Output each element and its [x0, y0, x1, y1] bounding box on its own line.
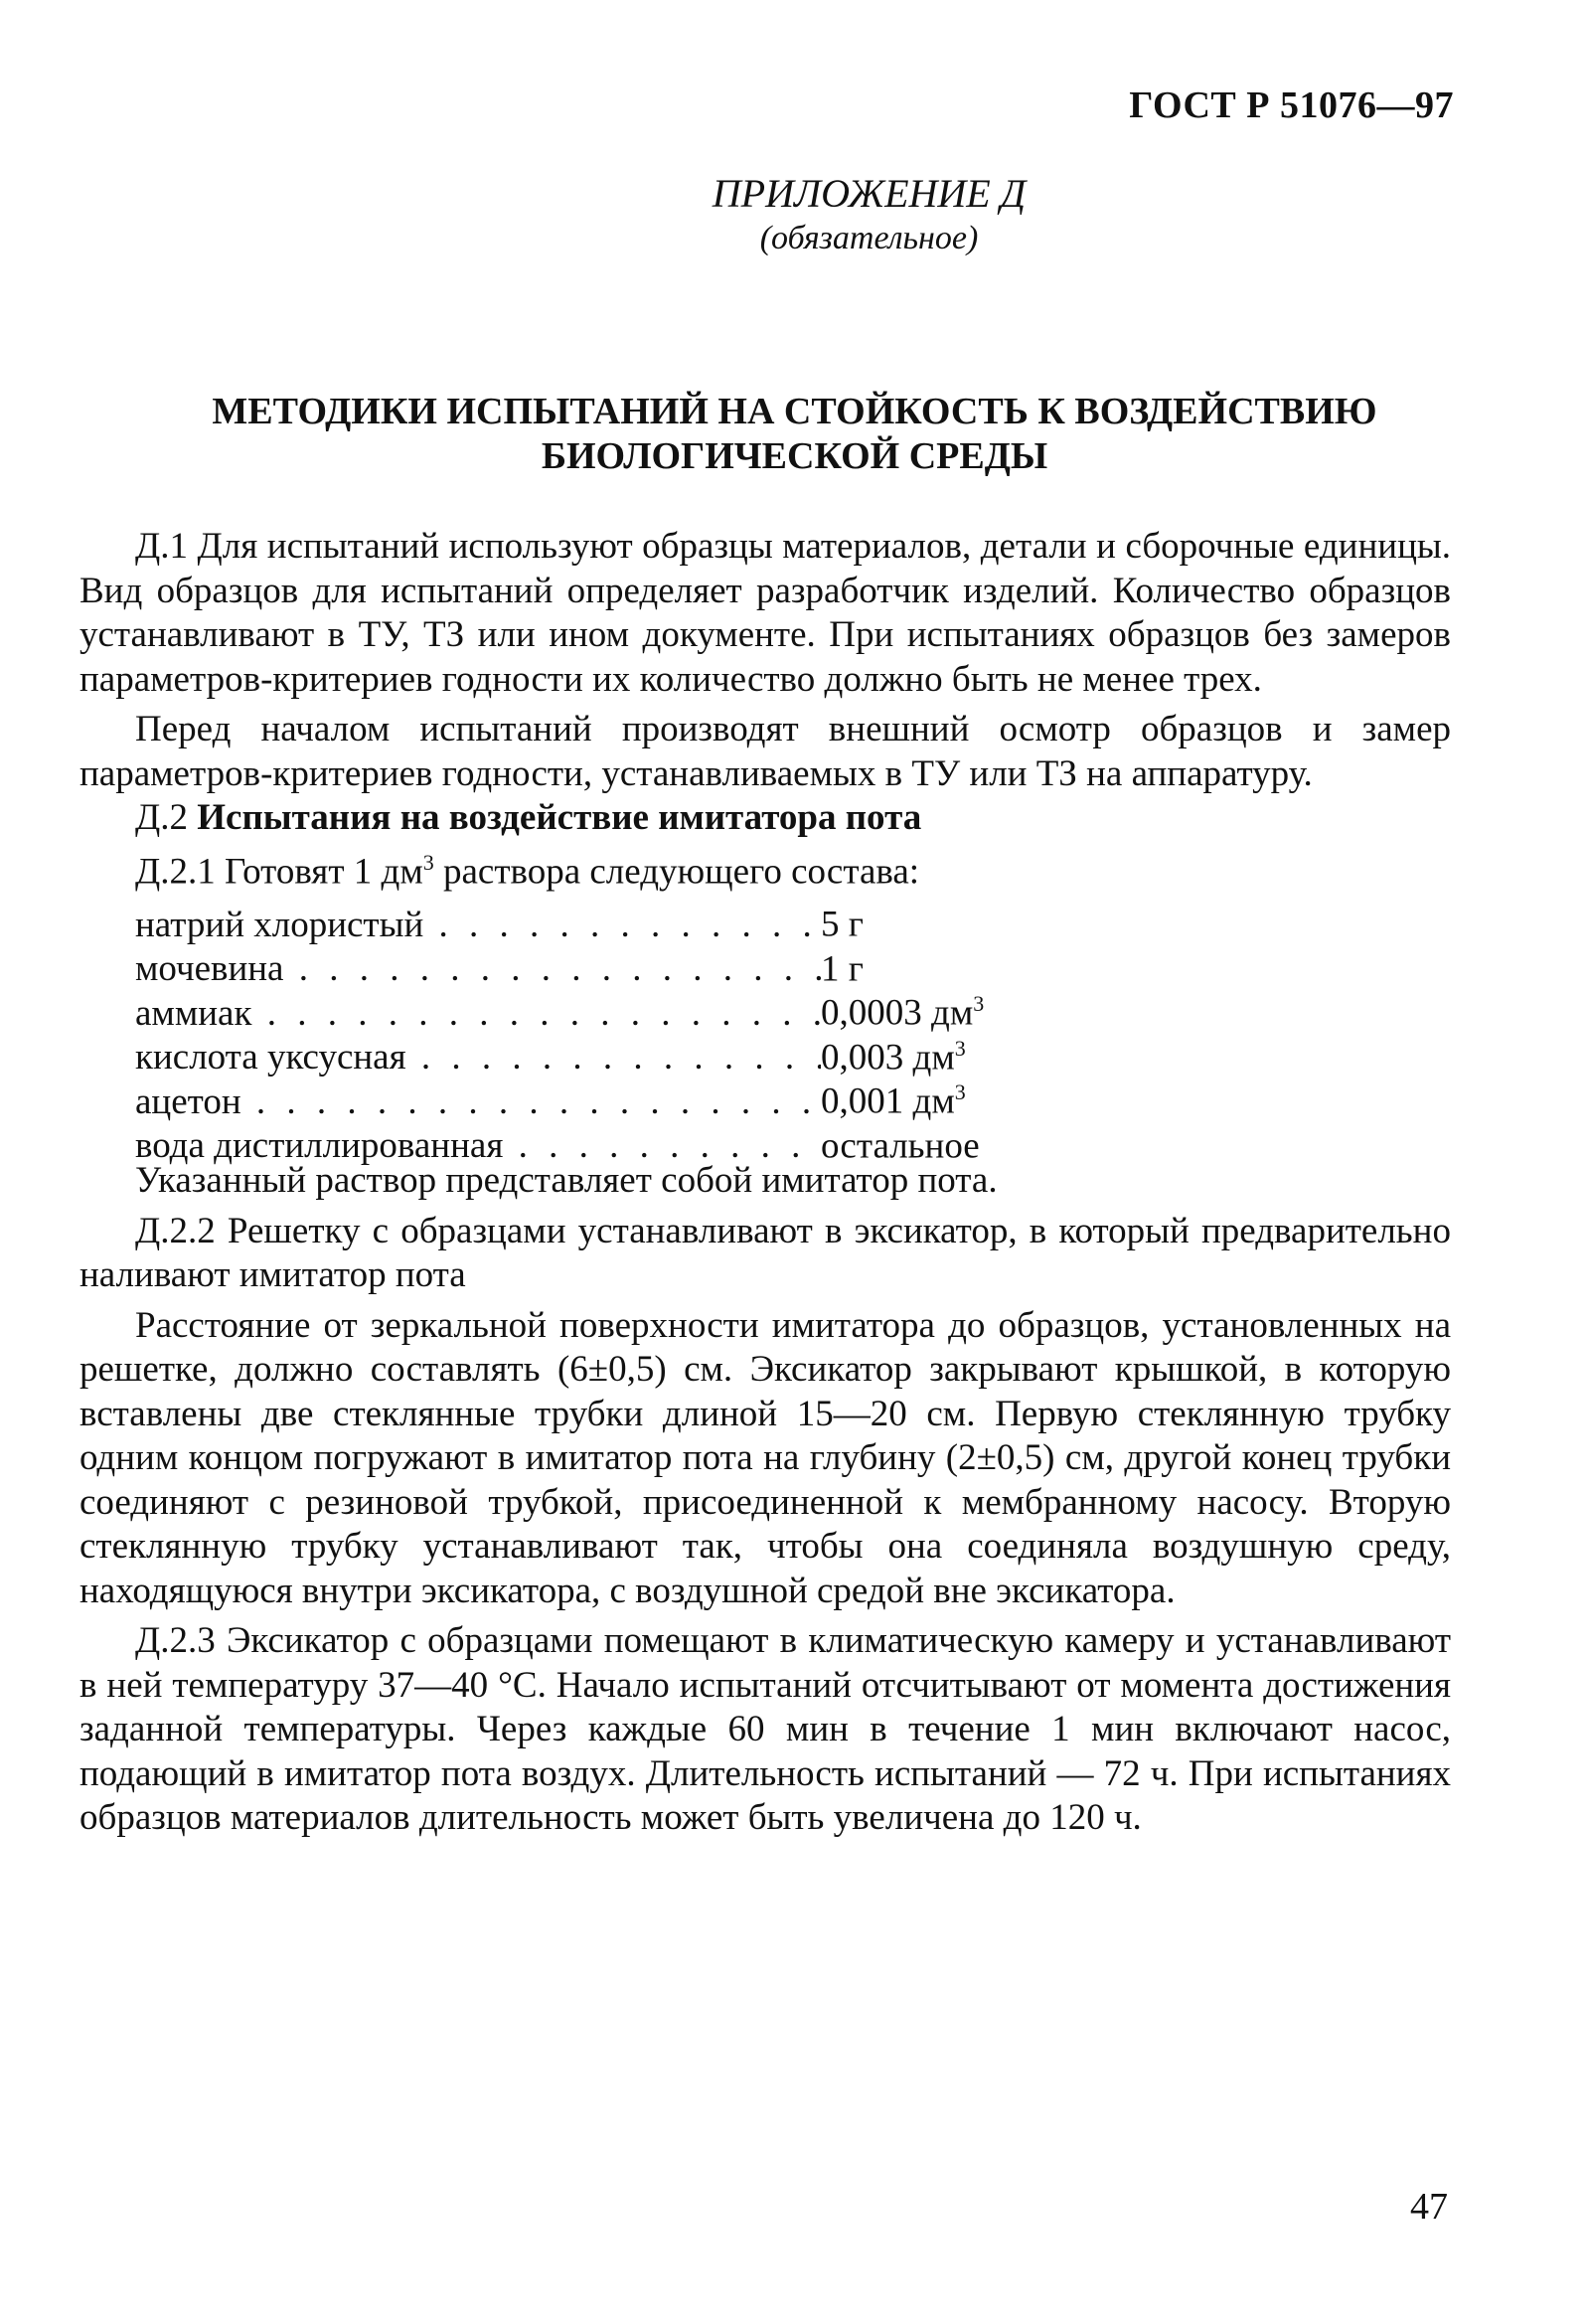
section-heading — [129, 390, 1460, 479]
section-d2-name: Испытания на воздействие имитатора пота — [197, 797, 922, 838]
recipe-amount-unit-sup: 3 — [954, 1035, 966, 1061]
recipe-ingredient: аммиак . . . — [135, 992, 821, 1037]
appendix-status: (обязательное) — [759, 220, 979, 256]
paragraph-d23: Д.2.3 Эксикатор с образцами помещают в климатическую камеру и устанавливают в ней температуру 37—40 °С. Начало испытаний отсчитывают от момента достижения заданной температуры. Через каждые 60 мин в течение 1 мин включают насос, подающий в имитатор пота воздух. Длительность испытаний — 72 ч. При испытаниях образцов материалов длительность может быть увеличена до 120 ч. — [79, 1620, 1451, 1839]
section-d2-number: Д.2 — [135, 797, 188, 838]
page-number: 47 — [1410, 2186, 1448, 2228]
recipe-item — [135, 894, 1030, 945]
paragraph-d22: Д.2.2 Решетку с образцами устанавливают в эксикатор, в который предварительно наливают имитатор пота — [79, 1210, 1451, 1296]
recipe-amount-value: 1 г — [821, 948, 864, 990]
paragraph-d21 — [79, 841, 1451, 895]
paragraph-solution-note: Указанный раствор представляет собой имитатор пота. — [135, 1160, 998, 1202]
solution-recipe-list — [135, 894, 1030, 1167]
document-code: ГОСТ Р 51076—97 — [1129, 84, 1454, 126]
paragraph-d21-text-end: раствора следующего состава: — [433, 850, 920, 892]
section-d2-title — [79, 796, 1451, 841]
recipe-ingredient: натрий хлористый . . . — [135, 904, 821, 948]
recipe-amount-value: 0,003 дм — [821, 1037, 955, 1079]
recipe-ingredient: вода дистиллированная . . . — [135, 1124, 821, 1169]
recipe-amount-value: 5 г — [821, 904, 864, 945]
recipe-amount-value: остальное — [821, 1125, 980, 1167]
recipe-amount-unit-sup: 3 — [954, 1079, 966, 1105]
paragraph-d21-superscript: 3 — [422, 849, 434, 875]
paragraph-d21-text: Д.2.1 Готовят 1 дм — [135, 850, 423, 892]
recipe-amount-value: 0,0003 дм — [821, 992, 974, 1034]
section-heading-line-1: МЕТОДИКИ ИСПЫТАНИЙ НА СТОЙКОСТЬ К ВОЗДЕЙСТВИЮ — [212, 391, 1377, 432]
paragraph-d1-inspection: Перед началом испытаний производят внешний осмотр образцов и замер параметров-критериев годности, устанавливаемых в ТУ или ТЗ на аппаратуру. — [79, 709, 1451, 794]
appendix-block — [0, 171, 1589, 260]
recipe-amount-unit-sup: 3 — [973, 991, 985, 1017]
document-body — [79, 525, 1451, 1841]
recipe-ingredient: мочевина . . . — [135, 947, 821, 992]
paragraph-d22-setup: Расстояние от зеркальной поверхности имитатора до образцов, установленных на решетке, должно составлять (6±0,5) см. Эксикатор закрывают крышкой, в которую вставлены две стеклянные трубки длиной 15—20 см. Первую стеклянную трубку одним концом погружают в имитатор пота на глубину (2±0,5) см, другой конец трубки соединяют с резиновой трубкой, присоединенной к мембранному насосу. Вторую стеклянную трубку устанавливают так, чтобы она соединяла воздушную среду, находящуюся внутри эксикатора, с воздушной средой вне эксикатора. — [79, 1304, 1451, 1611]
recipe-ingredient: ацетон . . . — [135, 1080, 821, 1125]
paragraph-d1: Д.1 Для испытаний используют образцы материалов, детали и сборочные единицы. Вид образцов для испытаний определяет разработчик изделий. Количество образцов устанавливают в ТУ, ТЗ или ином документе. При испытаниях образцов без замеров параметров-критериев годности их количество должно быть не менее трех. — [79, 526, 1451, 700]
section-heading-line-2: БИОЛОГИЧЕСКОЙ СРЕДЫ — [541, 435, 1048, 477]
recipe-amount-value: 0,001 дм — [821, 1080, 955, 1122]
recipe-ingredient: кислота уксусная . . . — [135, 1036, 821, 1080]
appendix-title: ПРИЛОЖЕНИЕ Д — [712, 171, 1027, 216]
